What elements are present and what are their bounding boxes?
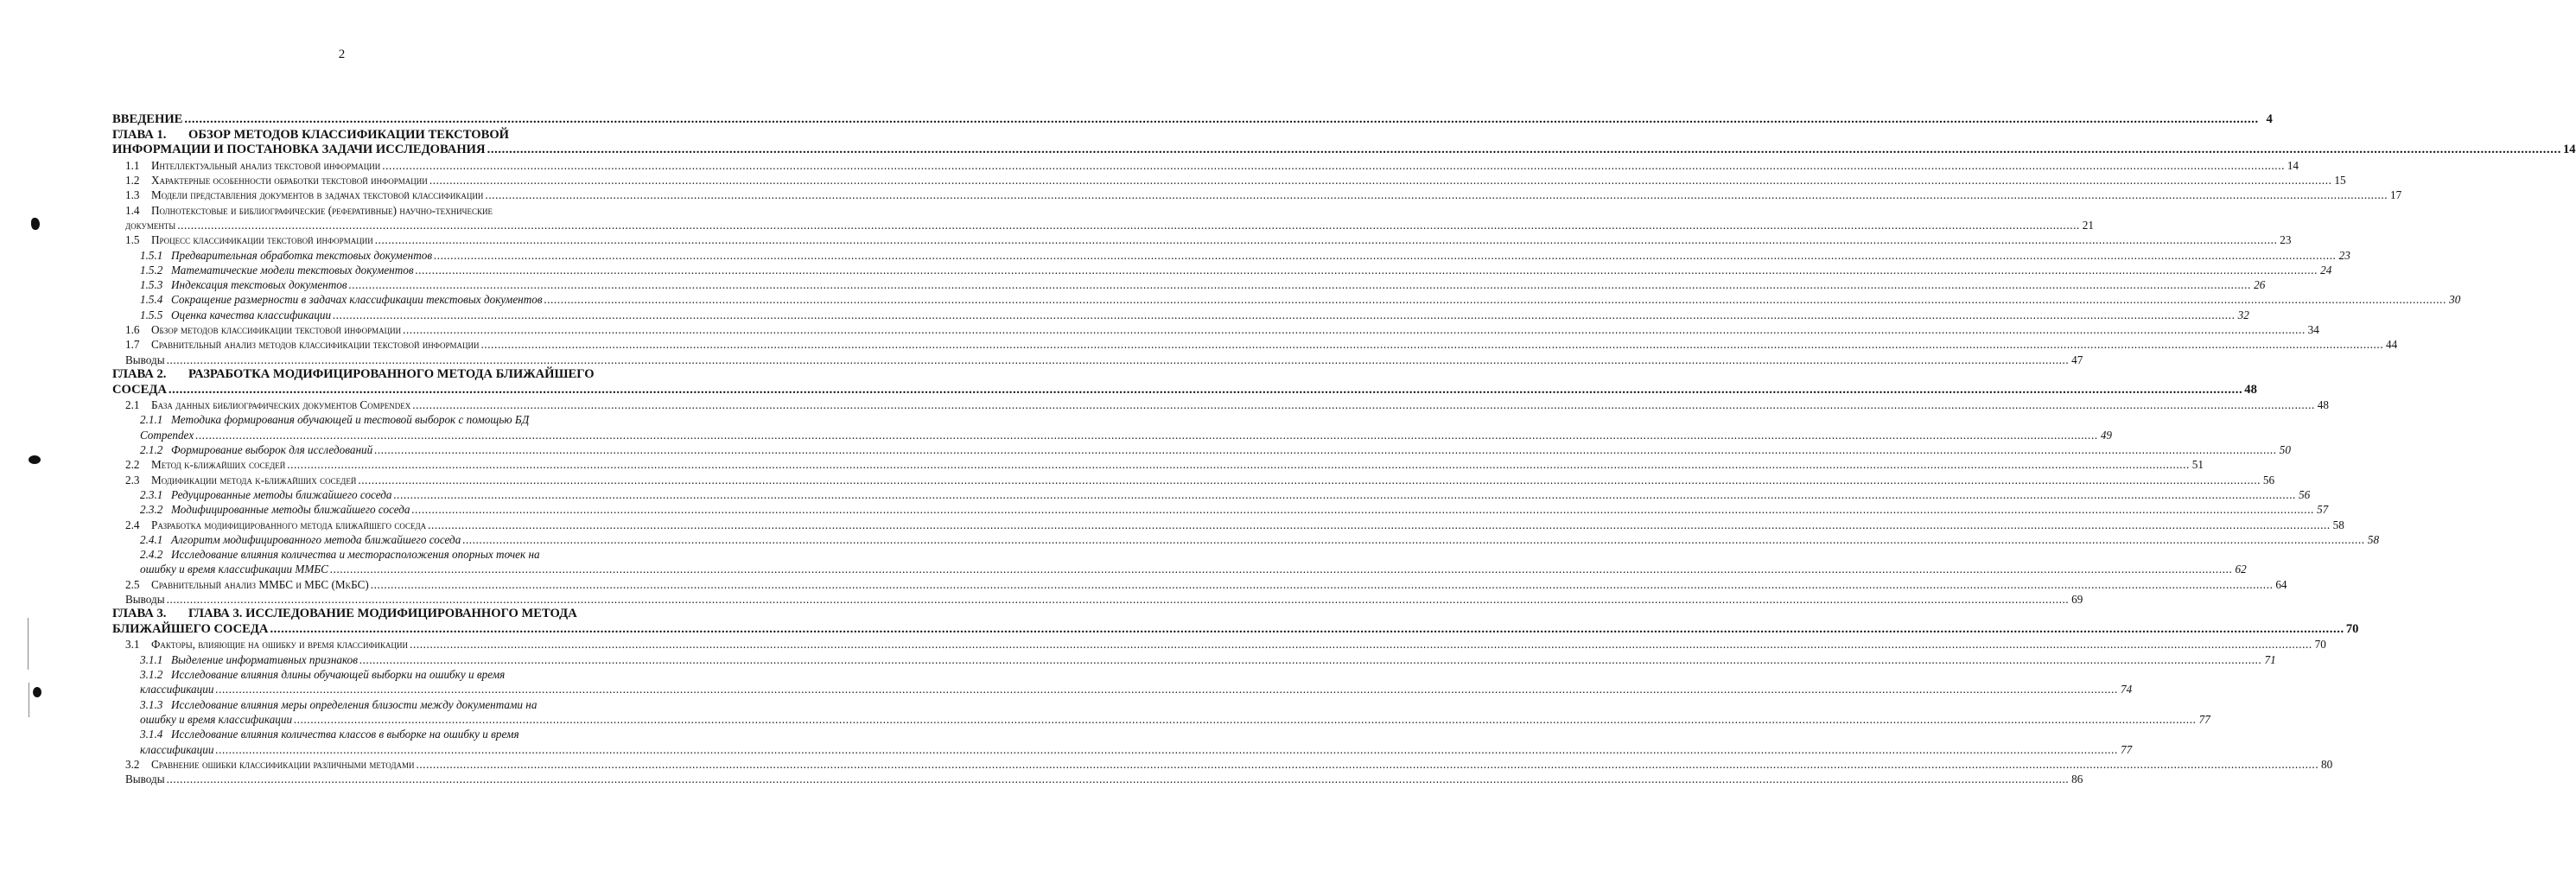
toc-section-3-1[interactable]: 3.1 Факторы, влияющие на ошибку и время классификации ..... 70 — [112, 637, 624, 652]
toc-subsection-2-4-2[interactable]: 2.4.2 Исследование влияния количества и месторасположения опорных точек на — [140, 548, 540, 562]
toc-subsection-3-1-4-cont[interactable]: классификации ..... 77 — [112, 742, 624, 757]
scan-artifact — [33, 687, 41, 697]
toc-section-2-4[interactable]: 2.4 Разработка модифицированного метода ближайшего соседа ..... 58 — [112, 518, 624, 532]
toc-subsection-1-5-4[interactable]: 1.5.4 Сокращение размерности в задачах классификации текстовых документов ..... 30 — [112, 292, 624, 307]
toc-subsection-1-5-2[interactable]: 1.5.2 Математические модели текстовых документов ..... 24 — [112, 263, 624, 277]
toc-section-1-4-cont[interactable]: документы ..... 21 — [112, 218, 624, 232]
toc-section-2-5[interactable]: 2.5 Сравнительный анализ ММБС и МБС (МkБС) ..... 64 — [112, 577, 624, 592]
toc-chapter-1-heading-cont[interactable]: ИНФОРМАЦИИ И ПОСТАНОВКА ЗАДАЧИ ИССЛЕДОВАНИЯ ..... 14 — [112, 143, 624, 158]
toc-subsection-2-4-2-cont[interactable]: ошибку и время классификации ММБС ..... 62 — [112, 562, 624, 576]
toc-conclusions-1[interactable]: Выводы ..... 47 — [112, 353, 624, 367]
toc-intro[interactable]: ВВЕДЕНИЕ ..... 4 — [112, 112, 624, 128]
scan-artifact — [28, 618, 29, 670]
toc-chapter-2-heading-cont[interactable]: СОСЕДА ..... 48 — [112, 383, 624, 398]
toc-section-1-2[interactable]: 1.2 Характерные особенности обработки текстовой информации ..... 15 — [112, 173, 624, 188]
toc-section-2-2[interactable]: 2.2 Метод k-ближайших соседей ..... 51 — [112, 457, 624, 472]
toc-subsection-2-3-2[interactable]: 2.3.2 Модифицированные методы ближайшего соседа ..... 57 — [112, 502, 624, 517]
toc-section-1-5[interactable]: 1.5 Процесс классификации текстовой информации ..... 23 — [112, 232, 624, 247]
toc-subsection-3-1-3-cont[interactable]: ошибку и время классификации ..... 77 — [112, 712, 624, 727]
toc-chapter-2-heading[interactable]: ГЛАВА 2. РАЗРАБОТКА МОДИФИЦИРОВАННОГО МЕТОДА БЛИЖАЙШЕГО — [112, 366, 595, 381]
toc-subsection-2-4-1[interactable]: 2.4.1 Алгоритм модифицированного метода ближайшего соседа ..... 58 — [112, 532, 624, 547]
toc-subsection-1-5-3[interactable]: 1.5.3 Индексация текстовых документов ..... 26 — [112, 277, 624, 292]
toc-subsection-1-5-1[interactable]: 1.5.1 Предварительная обработка текстовых документов ..... 23 — [112, 248, 624, 263]
toc-section-1-6[interactable]: 1.6 Обзор методов классификации текстовой информации ..... 34 — [112, 322, 624, 337]
toc-conclusions-3[interactable]: Выводы ..... 86 — [112, 772, 624, 786]
toc-section-1-7[interactable]: 1.7 Сравнительный анализ методов классификации текстовой информации ..... 44 — [112, 337, 624, 352]
toc-subsection-2-1-1-cont[interactable]: Compendex ..... 49 — [112, 428, 624, 442]
toc-section-3-2[interactable]: 3.2 Сравнение ошибки классификации различными методами ..... 80 — [112, 757, 624, 772]
toc-conclusions-2[interactable]: Выводы ..... 69 — [112, 592, 624, 607]
toc-subsection-1-5-5[interactable]: 1.5.5 Оценка качества классификации ..... 32 — [112, 308, 624, 322]
toc-section-2-3[interactable]: 2.3 Модификации метода k-ближайших соседей ..... 56 — [112, 473, 624, 487]
scan-artifact — [29, 455, 41, 464]
toc-subsection-2-1-1[interactable]: 2.1.1 Методика формирования обучающей и тестовой выборок с помощью БД — [140, 413, 530, 427]
scan-artifact — [31, 218, 40, 230]
table-of-contents — [112, 112, 2576, 786]
toc-section-1-3[interactable]: 1.3 Модели представления документов в задачах текстовой классификации ..... 17 — [112, 188, 624, 202]
toc-chapter-1-heading[interactable]: ГЛАВА 1. ОБЗОР МЕТОДОВ КЛАССИФИКАЦИИ ТЕКСТОВОЙ — [112, 127, 510, 142]
toc-chapter-3-heading-cont[interactable]: БЛИЖАЙШЕГО СОСЕДА ..... 70 — [112, 622, 624, 638]
toc-subsection-3-1-2[interactable]: 3.1.2 Исследование влияния длины обучающей выборки на ошибку и время — [140, 668, 506, 682]
toc-chapter-3-heading[interactable]: ГЛАВА 3. ГЛАВА 3. ИССЛЕДОВАНИЕ МОДИФИЦИРОВАННОГО МЕТОДА — [112, 607, 577, 621]
toc-section-1-4[interactable]: 1.4 Полнотекстовые и библиографические (реферативные) научно-технические — [125, 203, 493, 217]
toc-subsection-2-3-1[interactable]: 2.3.1 Редуцированные методы ближайшего соседа ..... 56 — [112, 487, 624, 502]
toc-subsection-3-1-2-cont[interactable]: классификации ..... 74 — [112, 682, 624, 696]
toc-subsection-2-1-2[interactable]: 2.1.2 Формирование выборок для исследований ..... 50 — [112, 442, 624, 457]
toc-subsection-3-1-1[interactable]: 3.1.1 Выделение информативных признаков ..... 71 — [112, 652, 624, 667]
toc-section-1-1[interactable]: 1.1 Интеллектуальный анализ текстовой информации ..... 14 — [112, 158, 624, 173]
toc-subsection-3-1-3[interactable]: 3.1.3 Исследование влияния меры определения близости между документами на — [140, 697, 537, 711]
toc-subsection-3-1-4[interactable]: 3.1.4 Исследование влияния количества классов в выборке на ошибку и время — [140, 728, 519, 741]
page-number: 2 — [338, 48, 346, 61]
toc-section-2-1[interactable]: 2.1 База данных библиографических документов Compendex ..... 48 — [112, 397, 624, 412]
